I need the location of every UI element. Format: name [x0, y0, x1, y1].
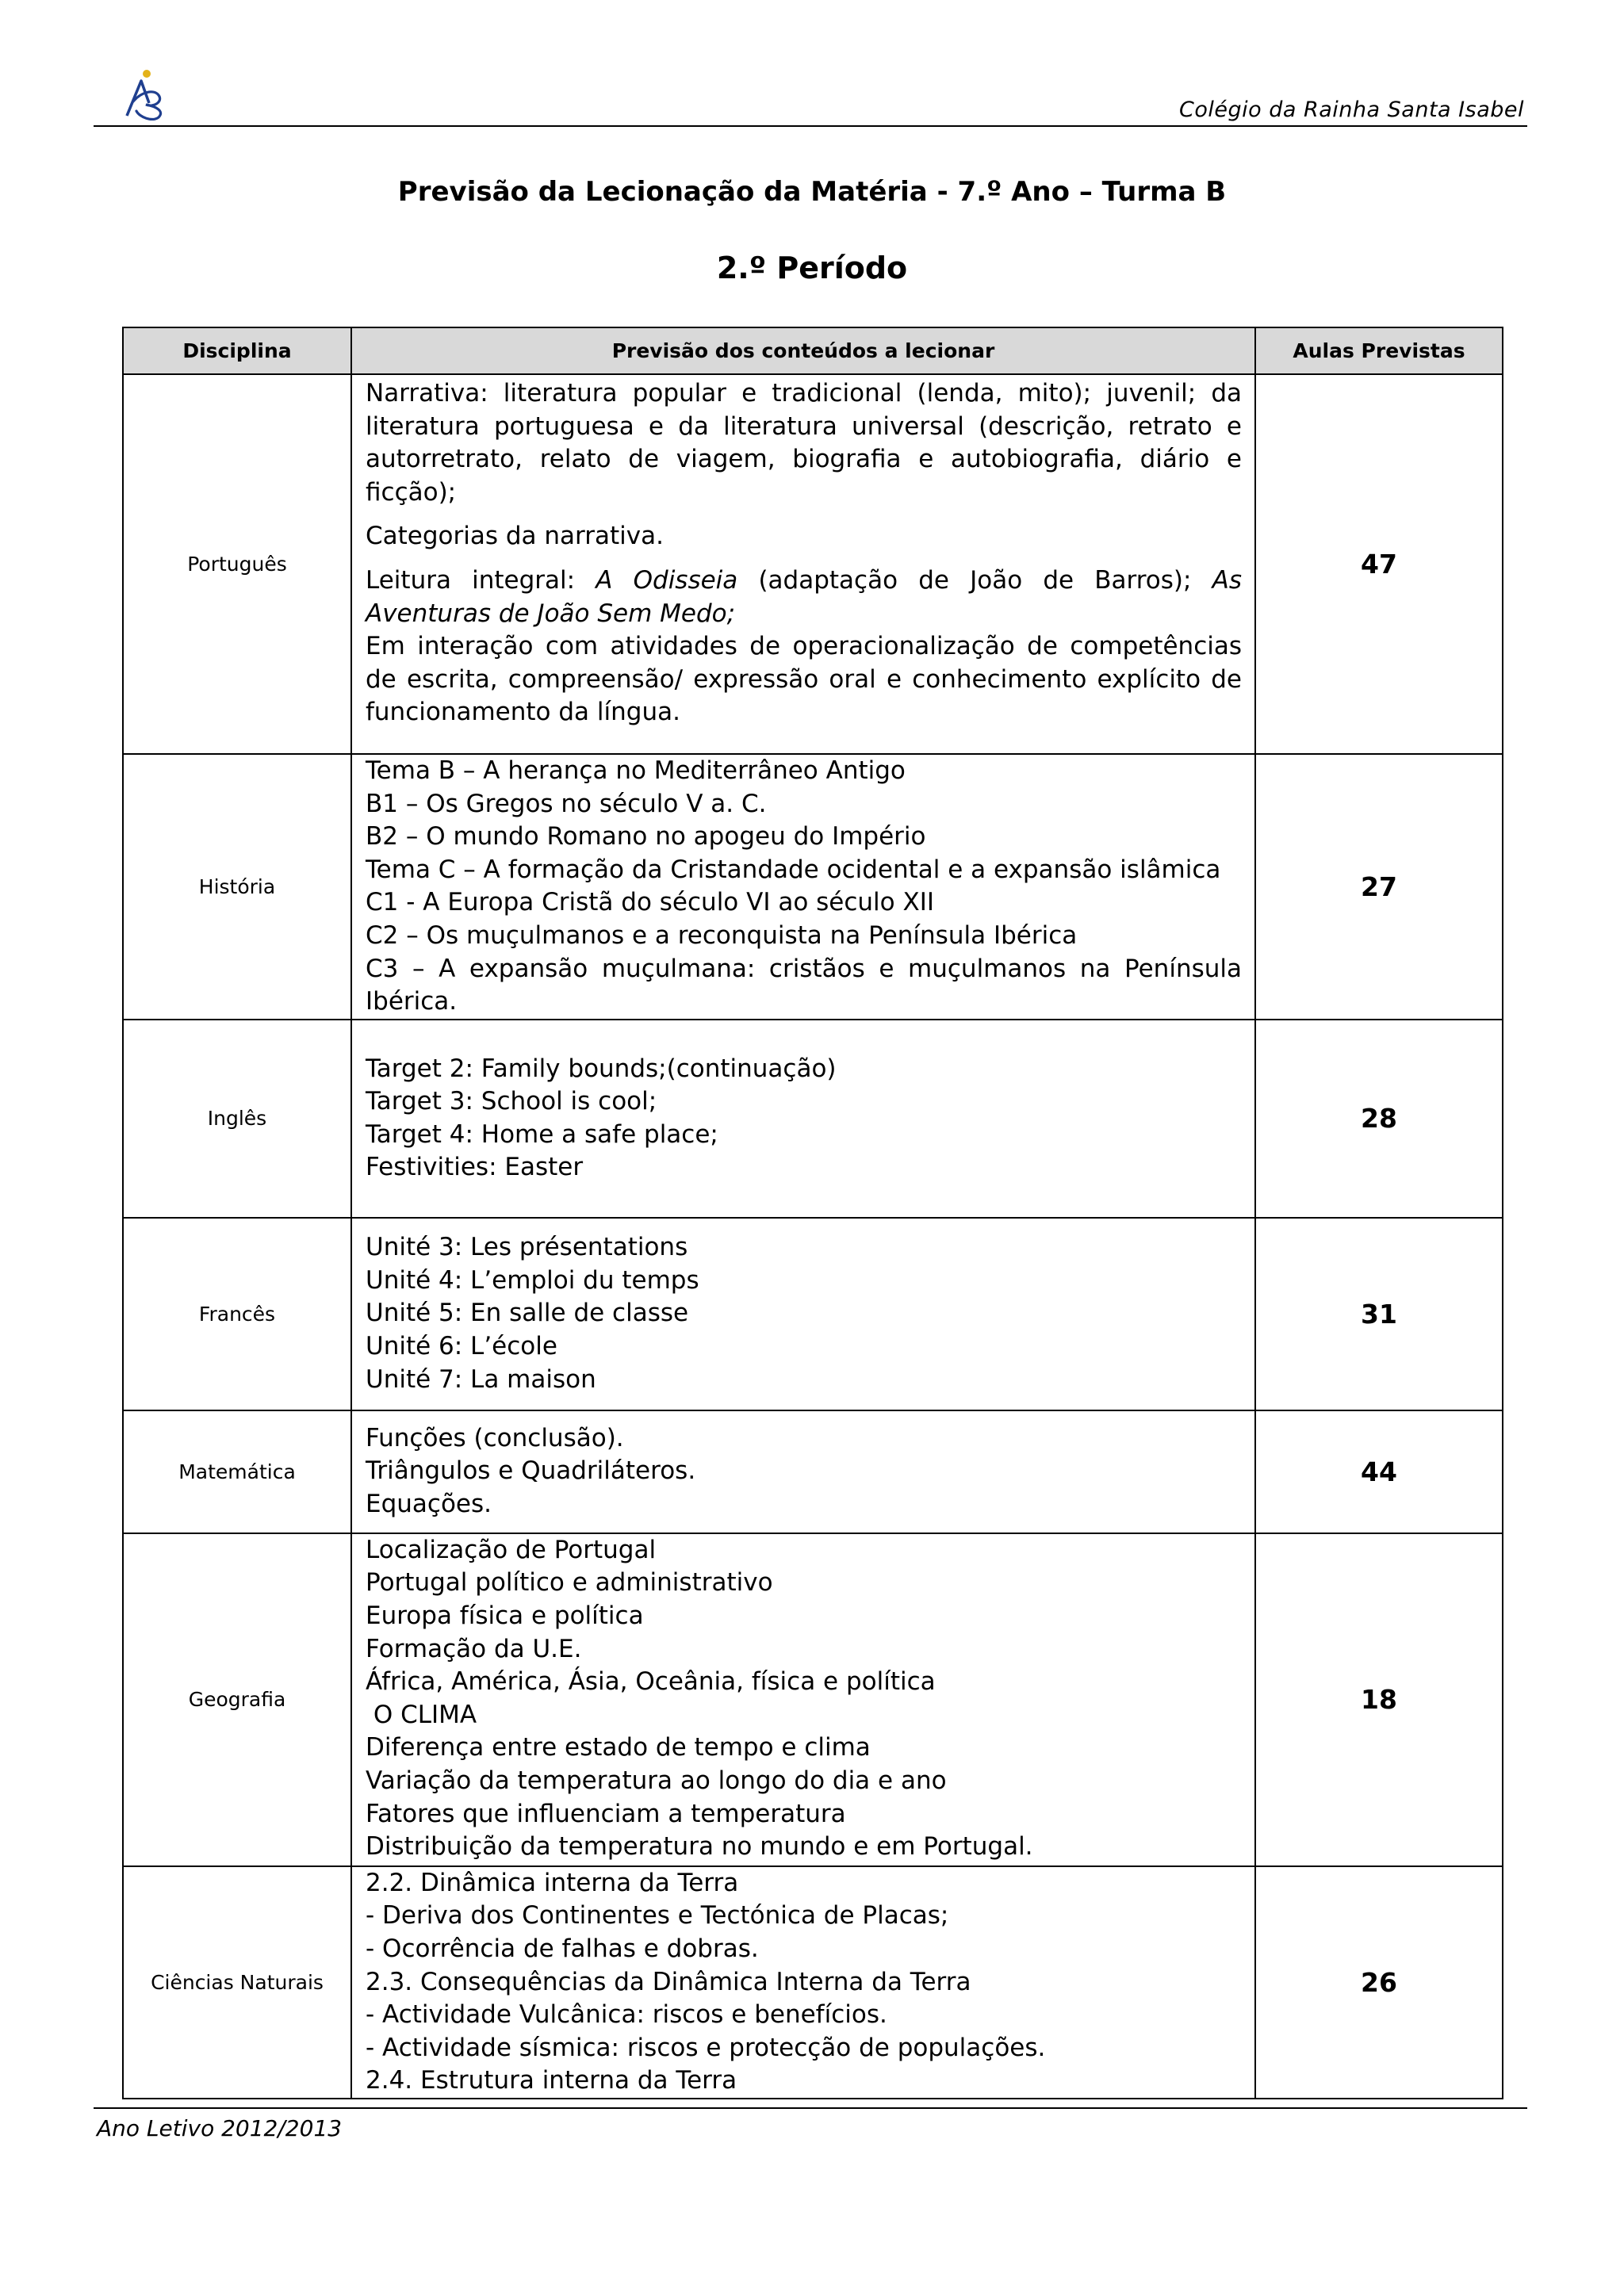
subject-cell: História — [123, 754, 351, 1020]
content-line: C3 – A expansão muçulmana: cristãos e muçulmanos na Península Ibérica. — [366, 954, 1242, 1016]
content-line: B1 – Os Gregos no século V a. C. — [366, 789, 767, 818]
subject-cell: Geografia — [123, 1533, 351, 1866]
content-cell — [351, 1020, 1255, 1218]
content-line: Target 4: Home a safe place; — [366, 1119, 718, 1149]
subject-cell: Ciências Naturais — [123, 1866, 351, 2099]
content-line: Diferença entre estado de tempo e clima — [366, 1733, 871, 1762]
content-line: Target 2: Family bounds;(continuação) — [366, 1054, 837, 1083]
content-line: Fatores que influenciam a temperatura — [366, 1799, 846, 1828]
aulas-cell: 47 — [1255, 374, 1503, 754]
content-line: Unité 6: L’école — [366, 1332, 557, 1361]
content-cell — [351, 1410, 1255, 1533]
content-line: C1 - A Europa Cristã do século VI ao século XII — [366, 888, 935, 917]
aulas-cell: 26 — [1255, 1866, 1503, 2099]
table-row — [123, 1410, 1503, 1533]
content-line: 2.4. Estrutura interna da Terra — [366, 2066, 737, 2095]
content-line: O CLIMA — [366, 1700, 477, 1729]
table-header-row — [123, 327, 1503, 374]
document-title: Previsão da Lecionação da Matéria - 7.º Ano – Turma B — [397, 176, 1227, 208]
table-row — [123, 1533, 1503, 1866]
content-line: B2 – O mundo Romano no apogeu do Império — [366, 822, 926, 851]
content-line: Europa física e política — [366, 1601, 644, 1630]
content-line: Unité 4: L’emploi du temps — [366, 1265, 699, 1295]
subject-cell: Francês — [123, 1218, 351, 1410]
column-header-aulas: Aulas Previstas — [1255, 327, 1503, 374]
content-line: Unité 5: En salle de classe — [366, 1299, 689, 1328]
book-title: A Odisseia — [596, 565, 738, 595]
content-line: Variação da temperatura ao longo do dia e ano — [366, 1766, 947, 1795]
table-row — [123, 1866, 1503, 2099]
table-row — [123, 1218, 1503, 1410]
page-header — [94, 63, 1527, 127]
content-line: Festivities: Easter — [366, 1153, 584, 1182]
aulas-cell: 28 — [1255, 1020, 1503, 1218]
subject-cell: Português — [123, 374, 351, 754]
content-line: Portugal político e administrativo — [366, 1568, 773, 1598]
book-title: As Aventuras de João Sem Medo; — [366, 565, 1242, 628]
content-line: 2.2. Dinâmica interna da Terra — [366, 1868, 739, 1897]
content-line: Unité 7: La maison — [366, 1364, 596, 1394]
table-row — [123, 374, 1503, 754]
content-line: Formação da U.E. — [366, 1634, 582, 1663]
aulas-cell: 44 — [1255, 1410, 1503, 1533]
table-row — [123, 754, 1503, 1020]
content-cell — [351, 754, 1255, 1020]
content-paragraph: Narrativa: literatura popular e tradicional (lenda, mito); juvenil; da literatura portuguesa e da literatura universal (descrição, retrato e autorretrato, relato de viagem, biografia e autobiografia, diário e ficção); — [366, 379, 1242, 507]
content-line: Triângulos e Quadriláteros. — [366, 1456, 696, 1486]
content-cell — [351, 374, 1255, 754]
column-header-conteudos: Previsão dos conteúdos a lecionar — [351, 327, 1255, 374]
lesson-plan-table — [122, 327, 1503, 2099]
content-line: Equações. — [366, 1490, 492, 1519]
school-year: Ano Letivo 2012/2013 — [97, 2115, 343, 2141]
content-cell — [351, 1218, 1255, 1410]
content-line: - Ocorrência de falhas e dobras. — [366, 1934, 759, 1963]
aulas-cell: 31 — [1255, 1218, 1503, 1410]
content-line: Funções (conclusão). — [366, 1423, 624, 1452]
content-paragraph: Categorias da narrativa. — [366, 522, 664, 551]
subject-cell: Inglês — [123, 1020, 351, 1218]
school-logo-icon — [122, 68, 170, 121]
content-line: - Actividade sísmica: riscos e protecção de populações. — [366, 2033, 1046, 2062]
aulas-cell: 27 — [1255, 754, 1503, 1020]
content-line: 2.3. Consequências da Dinâmica Interna da Terra — [366, 1967, 971, 1996]
subject-cell: Matemática — [123, 1410, 351, 1533]
content-line: Unité 3: Les présentations — [366, 1233, 688, 1262]
content-cell — [351, 1533, 1255, 1866]
content-line: Distribuição da temperatura no mundo e em Portugal. — [366, 1832, 1033, 1862]
content-line: C2 – Os muçulmanos e a reconquista na Península Ibérica — [366, 920, 1078, 950]
content-line: Tema B – A herança no Mediterrâneo Antigo — [366, 756, 906, 785]
aulas-cell: 18 — [1255, 1533, 1503, 1866]
content-cell — [351, 1866, 1255, 2099]
content-line: Tema C – A formação da Cristandade ocidental e a expansão islâmica — [366, 855, 1221, 884]
content-line: Localização de Portugal — [366, 1535, 657, 1564]
school-name: Colégio da Rainha Santa Isabel — [1179, 98, 1524, 122]
content-paragraph — [366, 564, 1242, 630]
text-run: (adaptação de João de Barros); — [737, 565, 1212, 595]
content-line: África, América, Ásia, Oceânia, física e política — [366, 1667, 936, 1697]
page-footer — [94, 2107, 1527, 2141]
table-row — [123, 1020, 1503, 1218]
content-line: - Deriva dos Continentes e Tectónica de Placas; — [366, 1901, 949, 1931]
content-paragraph: Em interação com atividades de operacionalização de competências de escrita, compreensão/ expressão oral e conhecimento explícito de funcionamento da língua. — [366, 632, 1242, 727]
content-line: - Actividade Vulcânica: riscos e benefícios. — [366, 2000, 887, 2030]
text-run: Leitura integral: — [366, 565, 596, 595]
period-title: 2.º Período — [716, 251, 908, 285]
column-header-disciplina: Disciplina — [123, 327, 351, 374]
content-line: Target 3: School is cool; — [366, 1087, 657, 1116]
